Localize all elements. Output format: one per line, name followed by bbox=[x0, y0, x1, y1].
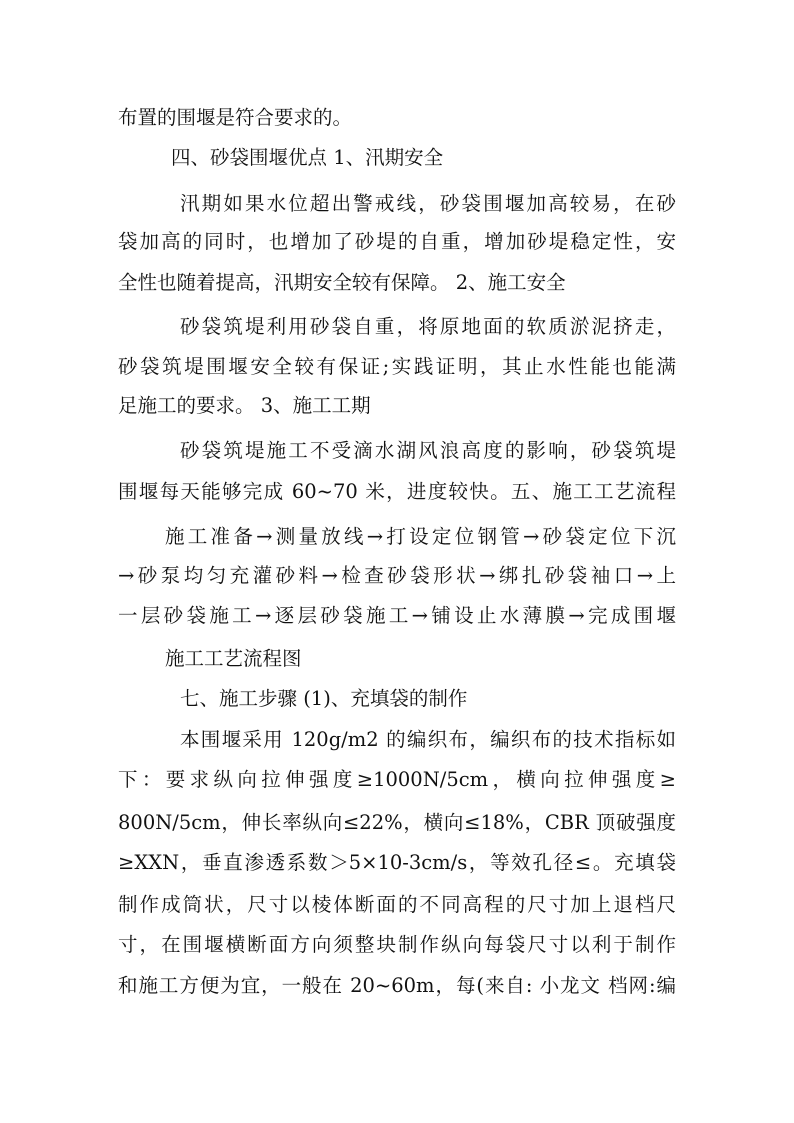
figure-caption: 施工工艺流程图 bbox=[165, 647, 302, 670]
paragraph-line: 寸，在围堰横断面方向须整块制作纵向每袋尺寸以利于制作 bbox=[118, 933, 676, 956]
paragraph-line: 和施工方便为宜，一般在 20~60m，每(来自: 小龙文 档网:编 bbox=[118, 974, 676, 997]
paragraph-line: 全性也随着提高，汛期安全较有保障。 2、施工安全 bbox=[118, 271, 566, 294]
paragraph-line: 袋加高的同时，也增加了砂堤的自重，增加砂堤稳定性，安 bbox=[118, 230, 676, 253]
process-flow-line: 施工准备→测量放线→打设定位钢管→砂袋定位下沉 bbox=[165, 525, 676, 548]
paragraph-line: 足施工的要求。 3、施工工期 bbox=[118, 394, 371, 417]
paragraph-line: 砂袋筑堤施工不受滴水湖风浪高度的影响，砂袋筑堤 bbox=[180, 439, 676, 462]
paragraph-line: ≥XXN，垂直渗透系数＞5×10-3cm/s，等效孔径≤。充填袋 bbox=[118, 851, 676, 874]
paragraph-line: 下：要求纵向拉伸强度≥1000N/5cm，横向拉伸强度≥ bbox=[118, 768, 676, 791]
paragraph-line: 800N/5cm，伸长率纵向≤22%，横向≤18%，CBR 顶破强度 bbox=[118, 811, 676, 834]
paragraph-line: 围堰每天能够完成 60~70 米，进度较快。五、施工工艺流程 bbox=[118, 480, 676, 503]
paragraph-line: 砂袋筑堤利用砂袋自重，将原地面的软质淤泥挤走， bbox=[180, 315, 676, 338]
paragraph-line: 汛期如果水位超出警戒线，砂袋围堰加高较易，在砂 bbox=[180, 192, 676, 215]
paragraph-line: 制作成筒状，尺寸以棱体断面的不同高程的尺寸加上退档尺 bbox=[118, 893, 676, 916]
paragraph-line: 砂袋筑堤围堰安全较有保证;实践证明，其止水性能也能满 bbox=[118, 355, 676, 378]
process-flow-line: →砂泵均匀充灌砂料→检查砂袋形状→绑扎砂袋袖口→上 bbox=[118, 564, 676, 587]
paragraph-line: 本围堰采用 120g/m2 的编织布，编织布的技术指标如 bbox=[180, 728, 676, 751]
section-heading: 四、砂袋围堰优点 1、汛期安全 bbox=[171, 146, 444, 169]
section-heading: 七、施工步骤 (1)、充填袋的制作 bbox=[180, 687, 468, 710]
paragraph-line: 布置的围堰是符合要求的。 bbox=[118, 106, 353, 129]
process-flow-line: 一层砂袋施工→逐层砂袋施工→铺设止水薄膜→完成围堰 bbox=[118, 604, 676, 627]
